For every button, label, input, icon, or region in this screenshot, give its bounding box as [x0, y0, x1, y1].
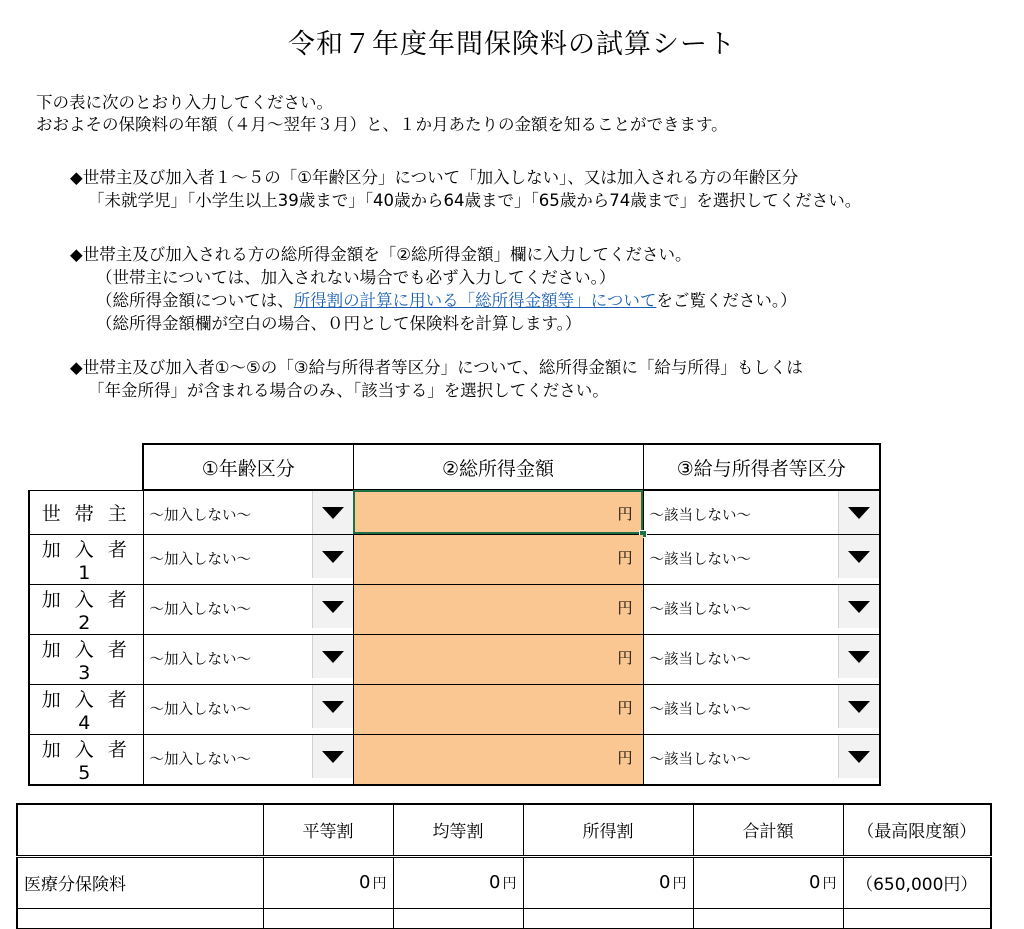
salary-select-value: ～該当しない～ — [649, 701, 751, 718]
dropdown-arrow-icon[interactable] — [312, 585, 353, 628]
age-select[interactable] — [143, 734, 353, 785]
result-max: （650,000円） — [843, 856, 991, 908]
salary-select[interactable] — [643, 584, 880, 634]
instruction-salary-line-2: 「年金所得」が含まれる場合のみ、「該当する」を選択してください。 — [88, 381, 609, 400]
instruction-income-line-2: （世帯主については、加入されない場合でも必ず入力してください。） — [96, 268, 616, 287]
row-label: 加 入 者 5 — [29, 734, 143, 785]
dropdown-arrow-icon[interactable] — [838, 585, 879, 628]
result-header-max: （最高限度額） — [843, 804, 991, 856]
input-row-member-1 — [29, 534, 880, 584]
instruction-income-line-3-pre: （総所得金額については、 — [96, 291, 294, 310]
instruction-income-line-4: （総所得金額欄が空白の場合、０円として保険料を計算します。） — [96, 314, 582, 333]
header-salary: ③給与所得者等区分 — [643, 444, 880, 490]
income-input[interactable] — [353, 534, 643, 584]
age-select[interactable] — [143, 584, 353, 634]
dropdown-arrow-icon[interactable] — [838, 685, 879, 728]
income-definition-link[interactable]: 所得割の計算に用いる「総所得金額等」について — [293, 291, 657, 310]
salary-select-value: ～該当しない～ — [649, 651, 751, 668]
instruction-salary — [70, 356, 803, 402]
yen-unit: 円 — [372, 876, 387, 892]
yen-unit: 円 — [617, 505, 633, 523]
result-row-label — [17, 908, 263, 928]
yen-unit: 円 — [617, 548, 633, 567]
result-table — [16, 803, 992, 929]
result-row-next — [17, 908, 991, 928]
result-income-based-value: 0 — [659, 872, 671, 893]
result-per-capita — [393, 856, 523, 908]
yen-unit: 円 — [672, 876, 687, 892]
input-row-member-2 — [29, 584, 880, 634]
dropdown-arrow-icon[interactable] — [312, 685, 353, 728]
dropdown-arrow-icon[interactable] — [312, 491, 353, 534]
header-blank — [29, 444, 143, 490]
salary-select-value: ～該当しない～ — [649, 551, 751, 568]
age-select[interactable] — [143, 634, 353, 684]
income-input[interactable] — [353, 490, 643, 534]
dropdown-arrow-icon[interactable] — [838, 535, 879, 578]
dropdown-arrow-icon[interactable] — [312, 735, 353, 778]
input-row-member-3 — [29, 634, 880, 684]
instruction-age-line-2: 「未就学児」「小学生以上39歳まで」「40歳から64歳まで」「65歳から74歳まで」を選択してください。 — [88, 191, 862, 210]
header-age: ①年齢区分 — [143, 444, 353, 490]
result-header-flat: 平等割 — [263, 804, 393, 856]
age-select[interactable] — [143, 534, 353, 584]
instruction-income-line-3-post: をご覧ください。） — [656, 291, 797, 310]
salary-select[interactable] — [643, 490, 880, 534]
input-row-head — [29, 490, 880, 534]
age-select-value: ～加入しない～ — [149, 551, 251, 568]
yen-unit: 円 — [617, 748, 633, 767]
input-row-member-4 — [29, 684, 880, 734]
result-header-income-based: 所得割 — [523, 804, 693, 856]
result-header-blank — [17, 804, 263, 856]
salary-select[interactable] — [643, 634, 880, 684]
salary-select-value: ～該当しない～ — [649, 601, 751, 618]
age-select-value: ～加入しない～ — [149, 508, 251, 524]
result-total — [693, 856, 843, 908]
input-table-header — [29, 444, 880, 490]
result-header-per-capita: 均等割 — [393, 804, 523, 856]
age-select-value: ～加入しない～ — [149, 751, 251, 768]
yen-unit: 円 — [617, 598, 633, 617]
instruction-age-line-1: ◆世帯主及び加入者１～５の「①年齢区分」について「加入しない」、又は加入される方の年齢区分 — [70, 168, 799, 187]
row-label: 加 入 者 4 — [29, 684, 143, 734]
salary-select[interactable] — [643, 684, 880, 734]
yen-unit: 円 — [617, 648, 633, 667]
row-label: 加 入 者 3 — [29, 634, 143, 684]
income-input[interactable] — [353, 634, 643, 684]
dropdown-arrow-icon[interactable] — [838, 735, 879, 778]
result-cell — [843, 908, 991, 928]
row-label: 加 入 者 1 — [29, 534, 143, 584]
instruction-age — [70, 166, 861, 212]
salary-select[interactable] — [643, 534, 880, 584]
instruction-income-line-3 — [70, 289, 797, 312]
result-cell — [523, 908, 693, 928]
intro-line-2: おおよその保険料の年額（４月～翌年３月）と、１か月あたりの金額を知ることができます。 — [36, 115, 728, 134]
age-select-value: ～加入しない～ — [149, 601, 251, 618]
row-label: 加 入 者 2 — [29, 584, 143, 634]
age-select-value: ～加入しない～ — [149, 701, 251, 718]
salary-select[interactable] — [643, 734, 880, 785]
result-per-capita-value: 0 — [489, 872, 501, 893]
row-label: 世 帯 主 — [29, 490, 143, 534]
result-header-total: 合計額 — [693, 804, 843, 856]
result-cell — [693, 908, 843, 928]
result-row-medical — [17, 856, 991, 908]
dropdown-arrow-icon[interactable] — [838, 635, 879, 678]
input-table — [28, 443, 881, 786]
instruction-salary-line-1: ◆世帯主及び加入者①～⑤の「③給与所得者等区分」について、総所得金額に「給与所得」もしくは — [70, 358, 803, 377]
result-table-header — [17, 804, 991, 856]
result-cell — [393, 908, 523, 928]
page-title: 令和７年度年間保険料の試算シート — [288, 29, 736, 60]
result-row-label: 医療分保険料 — [17, 856, 263, 908]
yen-unit: 円 — [502, 876, 517, 892]
intro-text — [36, 92, 728, 136]
salary-select-value: ～該当しない～ — [649, 751, 751, 768]
age-select[interactable] — [143, 490, 353, 534]
income-input[interactable] — [353, 684, 643, 734]
instruction-income — [70, 243, 797, 335]
yen-unit: 円 — [617, 698, 633, 717]
yen-unit: 円 — [822, 876, 837, 892]
dropdown-arrow-icon[interactable] — [312, 635, 353, 678]
result-flat-value: 0 — [359, 872, 371, 893]
result-cell — [263, 908, 393, 928]
income-input[interactable] — [353, 584, 643, 634]
age-select-value: ～加入しない～ — [149, 651, 251, 668]
age-select[interactable] — [143, 684, 353, 734]
dropdown-arrow-icon[interactable] — [312, 535, 353, 578]
salary-select-value: ～該当しない～ — [649, 508, 751, 524]
dropdown-arrow-icon[interactable] — [838, 491, 879, 534]
result-flat — [263, 856, 393, 908]
result-total-value: 0 — [809, 872, 821, 893]
income-input[interactable] — [353, 734, 643, 785]
result-income-based — [523, 856, 693, 908]
input-row-member-5 — [29, 734, 880, 785]
intro-line-1: 下の表に次のとおり入力してください。 — [36, 93, 333, 112]
instruction-income-line-1: ◆世帯主及び加入される方の総所得金額を「②総所得金額」欄に入力してください。 — [70, 245, 692, 264]
header-income: ②総所得金額 — [353, 444, 643, 490]
